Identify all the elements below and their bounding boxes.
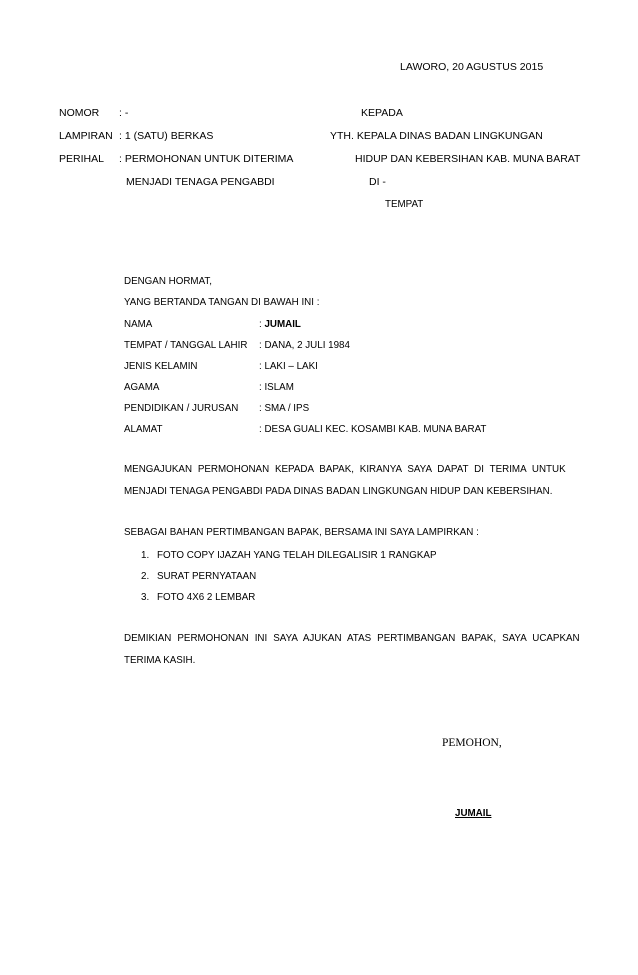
attachments-intro: SEBAGAI BAHAN PERTIMBANGAN BAPAK, BERSAMA INI SAYA LAMPIRKAN :	[124, 527, 479, 538]
identity-label: TEMPAT / TANGGAL LAHIR	[124, 340, 248, 351]
request-paragraph-line1: MENGAJUKAN PERMOHONAN KEPADA BAPAK, KIRANYA SAYA DAPAT DI TERIMA UNTUK	[124, 464, 566, 475]
perihal-value-line2: MENJADI TENAGA PENGABDI	[126, 176, 275, 188]
identity-value: : SMA / IPS	[259, 403, 310, 414]
list-item: 3. FOTO 4X6 2 LEMBAR	[141, 592, 256, 603]
closing-line2: TERIMA KASIH.	[124, 655, 196, 666]
identity-label: NAMA	[124, 319, 153, 330]
lampiran-label: LAMPIRAN	[59, 130, 113, 142]
identity-value: : LAKI – LAKI	[259, 361, 318, 372]
identity-label: PENDIDIKAN / JURUSAN	[124, 403, 239, 414]
identity-value: : DANA, 2 JULI 1984	[259, 340, 350, 351]
signature-name: JUMAIL	[455, 808, 492, 819]
lampiran-value: : 1 (SATU) BERKAS	[119, 130, 214, 142]
request-paragraph-line2: MENJADI TENAGA PENGABDI PADA DINAS BADAN LINGKUNGAN HIDUP DAN KEBERSIHAN.	[124, 486, 553, 497]
recipient-line2: YTH. KEPALA DINAS BADAN LINGKUNGAN	[330, 130, 543, 142]
intro: YANG BERTANDA TANGAN DI BAWAH INI :	[124, 297, 320, 308]
recipient-di: DI -	[369, 176, 386, 188]
greeting: DENGAN HORMAT,	[124, 276, 212, 287]
nomor-label: NOMOR	[59, 107, 100, 119]
signature-title: PEMOHON,	[442, 737, 502, 749]
identity-value: : JUMAIL	[259, 319, 301, 330]
perihal-value-line1: : PERMOHONAN UNTUK DITERIMA	[119, 153, 294, 165]
identity-label: JENIS KELAMIN	[124, 361, 198, 372]
identity-value: : ISLAM	[259, 382, 294, 393]
nomor-value: : -	[119, 107, 129, 119]
applicant-name: JUMAIL	[264, 319, 301, 330]
identity-label: AGAMA	[124, 382, 160, 393]
closing-line1: DEMIKIAN PERMOHONAN INI SAYA AJUKAN ATAS PERTIMBANGAN BAPAK, SAYA UCAPKAN	[124, 633, 580, 644]
recipient-kepada: KEPADA	[361, 107, 403, 119]
list-item: 1. FOTO COPY IJAZAH YANG TELAH DILEGALISIR 1 RANGKAP	[141, 550, 437, 561]
place-date: LAWORO, 20 AGUSTUS 2015	[400, 61, 544, 73]
identity-value: : DESA GUALI KEC. KOSAMBI KAB. MUNA BARAT	[259, 424, 487, 435]
list-item: 2. SURAT PERNYATAAN	[141, 571, 257, 582]
identity-label: ALAMAT	[124, 424, 163, 435]
recipient-line3: HIDUP DAN KEBERSIHAN KAB. MUNA BARAT	[355, 153, 581, 165]
perihal-label: PERIHAL	[59, 153, 104, 165]
recipient-tempat: TEMPAT	[385, 199, 424, 210]
